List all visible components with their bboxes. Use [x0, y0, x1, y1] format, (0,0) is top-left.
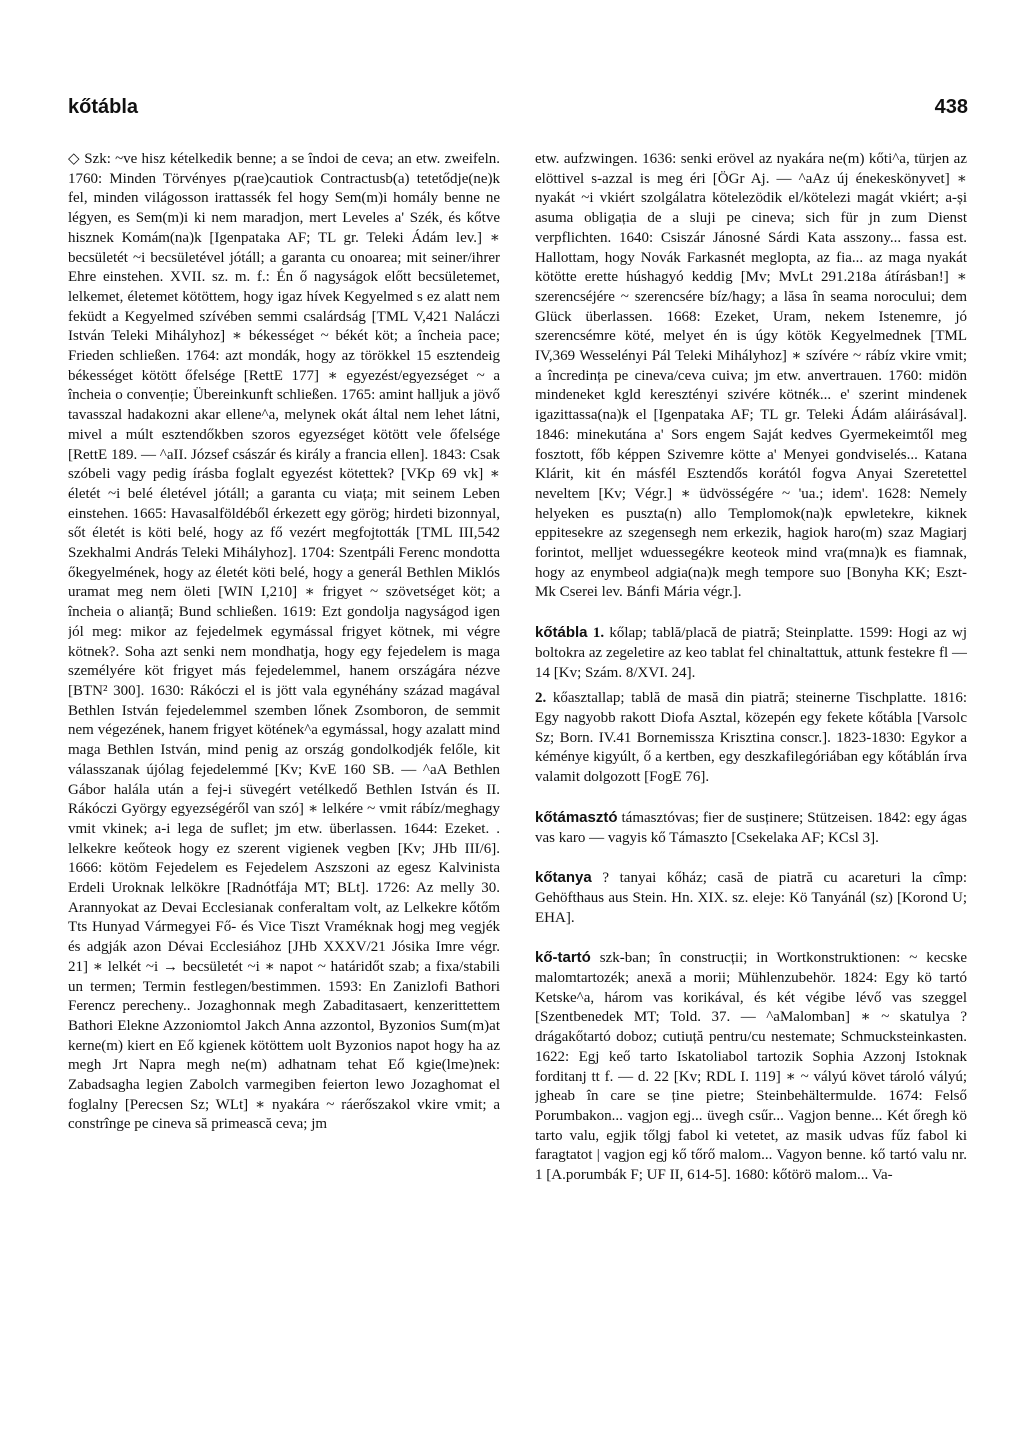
entry-headword: kőtámasztó: [535, 808, 618, 826]
left-column-text: ◇ Szk: ~ve hisz kételkedik benne; a se îndoi de ceva; an etw. zweifeln. 1760: Minden Törvényes p(rae)cautiok Contractusb(a) tetetődje(ne)k fel, minden világosson irattassék fel hogy Sem(m)i homály benne ne légyen, es Sem(m)i ki nem maradjon, mert Leveles a' Szék, és kőtve hisznek Komám(na)k [Igenpataka AF; TL gr. Teleki Ádám lev.] ∗ becsületét ~i becsületével jótáll; a garanta cu onoarea; mit seiner/ihrer Ehre einstehen. XVII. sz. m. f.: Én ő nagyságok előtt becsületemet, lelkemet, életemet kötöttem, hogy igaz hívek Kegyelmed s ez alatt nem feküdt a Kegyelmed szívében semmi csalárdság [TML V,421 Naláczi István Teleki Mihályhoz] ∗ békességet ~ békét köt; a încheia pace; Frieden schließen. 1764: azt mondák, hogy az törökkel 15 esztendeig békességet kötött őfelsége [RettE 177] ∗ egyezést/egyezséget ~ a încheia o convenție; Übereinkunft schließen. 1765: amint halljuk a jövő tavasszal hadakozni akar ellene^a, melynek okát által nem lehet látni, mivel a múlt esztendőkben szoros egyezséget kötött vele őfelsége [RettE 189. — ^aII. József császár és király a francia ellen]. 1843: Csak szóbeli vagy pedig írásba foglalt egyezést kötettek? [VKp 69 vk] ∗ életét ~i belé életével jótáll; a garanta cu viața; mit seinem Leben einstehen. 1665: Havasalföldéből érkezett egy görög; hirdeti bizonnyal, sőt életét is köti belé, hogy az fő vezért megfojtották [TML III,542 Szekhalmi András Teleki Mihályhoz]. 1704: Szentpáli Ferenc mondotta őkegyelmének, hogy az életét köti belé, hogy a generál Bethlen Miklós uramat meg nem öleti [WIN I,210] ∗ frigyet ~ szövetséget köt; a încheia o alianță; Bund schließen. 1619: Ezt gondolja nagyságod igen jól meg: mikor az fejedelmek egymással frigyet kötnek, mi végre kötnek?. Soha azt senki nem mondhatja, hogy egy fejedelem is maga személyére köt frigyet más fejedelemmel, hanem országára nézve [BTN² 300]. 1630: Rákóczi el is jött vala egynéhány század magával Bethlen István fejedelemmel szemben lőnek Zsomboron, de semmit nem végezének, hanem frigyet kötének^a egymással, hogy azalatt mind maga Bethlen István, mind penig az ország gondolkodjék felőle, kit válasszanak újólag fejedelemmé [Kv; KvE 160 SB. — ^aA Bethlen Gábor halála után a fej-i süvegért vetélkedő Bethlen István és II. Rákóczi György egyezségéről van szó] ∗ lelkére ~ vmit rábíz/meghagy vmit vkinek; a-i lega de suflet; jm etw. überlassen. 1644: Ezeket. . lelkekre keőteok hogy ez szerent vigienek vegben [Kv; JHb III/6]. 1666: kötöm Fejedelem es Fejedelem Aszszoni az egesz Kalvinista Erdeli Uroknak lelkökre [Radnótfája MT; BLt]. 1726: Az melly 30. Arannyokat az Devai Ecclesianak conferaltam volt, az Lelkekre kőtőm Tts Hunyad Vármegyei Fő- és Vice Tiszt Vraméknak hogj meg vegjék és adgják azon Dévai Ecclesiához [JHb XXXV/21 Jósika Imre végr. 21] ∗ lelkét ~i → becsületét ~i ∗ napot ~ határidőt szab; a fixa/stabili un termen; Termin festlegen/bestimmen. 1593: En Zanizlofi Bathori Ferencz perecheny.. Jozaghonnak megh Zabaditasaert, kenzerittettem Bathori Elekne Azzoniomtol Jakch Anna azzontol, Byzonios Sum(m)at kerne(m) kiert en Eő kgienek kötöttem uolt Byzonios napot hogy ha az megh Jrt Napra megh ne(m) adhatnam tehat Eő kgie(lme)nek: Zabadsagha legien Zabolch varmegiben feierton lewo Jozaghomat el foglalny [Perecsen Sz; WLt] ∗ nyakára ~ ráerőszakol vkire vmit; a constrînge pe cineva să primească ceva; jm: [68, 151, 500, 1133]
entry-text: támasztóvas; fier de susținere; Stützeisen. 1842: egy ágas vas karo — vagyis kő Támaszto [Csekelaka AF; KCsl 3].: [535, 809, 967, 846]
running-headword: kőtábla: [68, 96, 139, 118]
sense-number: 2.: [535, 690, 547, 707]
entry-text: szk-ban; în construcții; in Wortkonstruktionen: ~ kecske malomtartozék; anexă a morii; Mühlenzubehör. 1824: Egy kö tartó Ketske^a, három vas korikával, és két végibe lévő vas szeggel [Szentbenedek MT; Told. 37. — ^aMalomban] ∗ ~ skatulya ? drágakőtartó doboz; cutiuță pentru/cu nestemate; Schmucksteinkasten. 1622: Egj keő tarto Iskatoliabol tartozik Sophia Azzonj Istoknak forditanj tt f. — d. 22 [Kv; RDL I. 119] ∗ ~ vályú követ tároló vályú; jgheab în care se ține pietre; Steinbehältermulde. 1674: Felső Porumbakon... vagjon egj... üvegh csűr... Vagjon benne... Két őregh kö tarto valu, egjik tőlgj fabol ki vetetet, az masik udvas fűz fabol ki faragtatot | vagjon egj kő tőrő malom... Vagyon benne. kő tartó valu nr. 1 [A.porumbák F; UF II, 614-5]. 1680: kőtörö malom... Va-: [535, 950, 967, 1184]
continued-entry-text: etw. aufzwingen. 1636: senki erövel az nyakára ne(m) kőti^a, türjen az elöttivel s-azzal is meg éri [ÖGr Aj. — ^aAz új énekeskönyvet] ∗ nyakát ~i vkiért szolgálatra kötelezödik el/kötelezi magát vkiért; a-și asuma obligația de a sluji pe cineva; sich für jn zum Dienst verpflichten. 1640: Csiszár Jánosné Sárdi Kata asszony... fassa est. Hallottam, hogy Novák Farkasnét meglopta, az fia... az maga nyakát kötötte erette húshagyó keddig [Mv; MvLt 291.218a átírásban!] ∗ szerencséjére ~ szerencsére bíz/hagy; a lăsa în seama norocului; dem Glück überlassen. 1668: Ezeket, Uram, nekem Istenemre, jó szerencsémre köté, melyet én is úgy kötök Kegyelmednek [TML IV,369 Wesselényi Pál Teleki Mihályhoz] ∗ szívére ~ rábíz vkire vmit; a încredința pe cineva/ceva cuiva; jm etw. anvertrauen. 1760: midön mindeneket kgld keresztényi szivére kötnék... e' szerint mindenek igazittassa(na)k el [Igenpataka AF; TL gr. Teleki Ádám aláirásával]. 1846: minekutána a' Sors engem Saját kedves Gyermekeimtől meg fosztott, főb képpen Szivemre kötte a' Menyei gondviselés... Katana Klárit, kit én másfél Esztendős korától fogva Anyai Szeretettel neveltem [Kv; Végr.] ∗ üdvösségére ~ 'ua.; idem'. 1628: Nemely helyeken es puszta(n) allo Templomok(na)k epwletekre, kiknek eppitesekre az szegensegh nem erkezik, hagiok haro(m) szaz Magiarj forintot, melljet wduessegékre keoteok mind vra(mna)k es fiamnak, hogy az enymbeol adgia(na)k megh tempore suo [Bonyha KK; Eszt-Mk Cserei lev. Bánfi Mária végr.].: [535, 151, 967, 601]
entry-sense: [535, 623, 967, 683]
entry-kotabla: [535, 623, 967, 788]
entry-text: ? tanyai kőház; casă de piatră cu acareturi la cîmp: Gehöfthaus aus Stein. Hn. XIX. sz. eleje: Kö Tanyánál (sz) [Korond U; EHA].: [535, 870, 967, 926]
entry-kotanya: [535, 868, 967, 928]
page-number: 438: [934, 96, 968, 118]
sense-number: 1.: [592, 625, 605, 642]
right-column: [535, 150, 967, 1400]
entry-headword: kő-tartó: [535, 949, 591, 967]
sense-text: kőlap; tablă/placă de piatră; Steinplatte. 1599: Hogi az wj boltokra az zegeletire az keo tablat fel chinaltattuk, attunk festekre fl — 14 [Kv; Szám. 8/XVI. 24].: [535, 625, 967, 681]
left-column: [68, 150, 500, 1400]
entry-kotamaszto: [535, 808, 967, 848]
sense-text: kőasztallap; tablă de masă din piatră; steinerne Tischplatte. 1816: Egy nagyobb rakott Diofa Asztal, közepén egy fekete kőtábla [Varsolc Sz; Born. IV.41 Bornemissza Krisztina conscr.]. 1823-1830: Egykor a kéménye kigyúlt, ő a kertben, egy deszkafilegóriában egy kőtáblán írva valamit dolgozott [FogE 76].: [535, 690, 967, 786]
entry-ko-tarto: [535, 948, 967, 1185]
entry-headword: kőtábla: [535, 624, 588, 642]
entry-sense: [535, 689, 967, 788]
running-head: [68, 96, 968, 126]
entry-headword: kőtanya: [535, 869, 592, 887]
